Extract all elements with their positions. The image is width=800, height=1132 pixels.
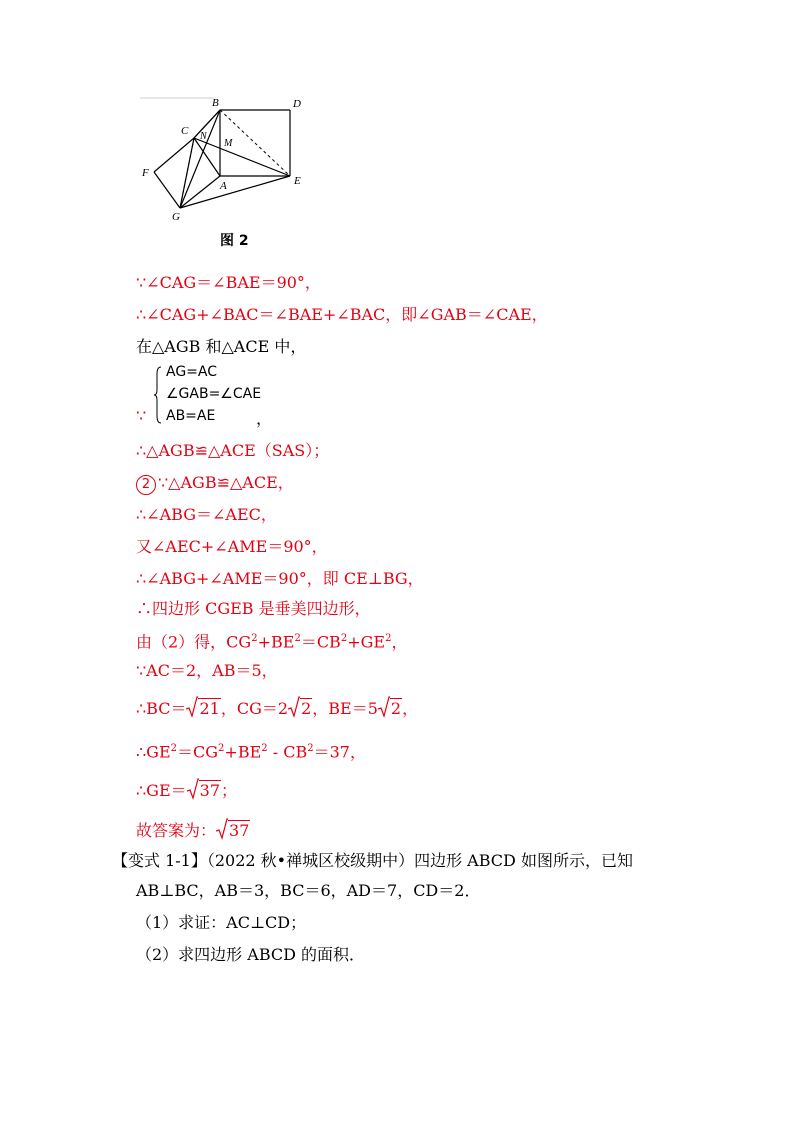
proof-line-6: ∴∠ABG＝∠AEC， xyxy=(136,505,277,524)
system-row-1: AG=AC xyxy=(166,364,218,380)
radical-icon xyxy=(378,696,390,718)
proof-line-4: ∴△AGB≌△ACE（SAS）； xyxy=(136,441,330,460)
proof-line-5-text: ∵△AGB≌△ACE， xyxy=(158,473,294,492)
l13-d: - CB xyxy=(267,742,308,762)
proof-line-5 xyxy=(136,472,294,495)
circled-number: 2 xyxy=(136,475,156,495)
sqrt-2b: 2 xyxy=(378,698,402,720)
equation-system xyxy=(136,362,376,432)
l10-b: +BE xyxy=(257,632,295,652)
exercise-q1: （1）求证：AC⊥CD； xyxy=(136,913,307,932)
exercise-title: 【变式 1-1】（2022 秋•禅城区校级期中）四边形 ABCD 如图所示，已知 xyxy=(112,851,633,870)
label-C: C xyxy=(181,125,189,137)
radical-icon xyxy=(186,696,198,718)
proof-line-8: ∴∠ABG+∠AME＝90°，即 CE⊥BG， xyxy=(136,569,424,588)
sq-8: 2 xyxy=(307,743,314,754)
proof-line-14 xyxy=(136,780,237,802)
label-G: G xyxy=(172,211,180,223)
sqrt-37-answer: 37 xyxy=(216,820,250,842)
proof-line-10 xyxy=(136,628,407,653)
l10-a: 由（2）得，CG xyxy=(136,632,252,652)
proof-line-9: ∴四边形 CGEB 是垂美四边形， xyxy=(136,599,371,618)
system-row-3: AB=AE xyxy=(166,408,216,424)
proof-line-11: ∵AC＝2，AB＝5， xyxy=(136,661,278,680)
l13-a: ∴GE xyxy=(136,742,171,762)
l15-a: 故答案为： xyxy=(136,821,217,840)
exercise-line-2: AB⊥BC，AB＝3，BC＝6，AD＝7，CD＝2． xyxy=(136,881,481,900)
proof-line-3: 在△AGB 和△ACE 中， xyxy=(136,337,307,356)
sq-5: 2 xyxy=(170,743,178,754)
label-F: F xyxy=(142,167,149,179)
label-A: A xyxy=(220,180,227,192)
system-row-2: ∠GAB=∠CAE xyxy=(166,386,262,402)
sq-1: 2 xyxy=(251,633,258,644)
l10-c: ＝CB xyxy=(300,632,341,652)
proof-line-15 xyxy=(136,820,250,842)
because-symbol: ∵ xyxy=(136,406,147,425)
sq-4: 2 xyxy=(385,633,392,644)
l12-a: ∴BC＝ xyxy=(136,699,187,718)
system-comma: ， xyxy=(256,409,273,428)
l12-d: ， xyxy=(402,699,419,718)
figure-caption: 图 2 xyxy=(220,233,249,249)
l13-b: ＝CG xyxy=(177,742,219,762)
l10-d: +GE xyxy=(347,632,386,652)
proof-line-2: ∴∠CAG+∠BAC＝∠BAE+∠BAC，即∠GAB＝∠CAE， xyxy=(136,305,548,324)
proof-line-1: ∵∠CAG＝∠BAE＝90°， xyxy=(136,273,321,292)
label-N: N xyxy=(200,131,207,142)
sqrt-21: 21 xyxy=(186,698,220,720)
l12-b: ，CG＝2 xyxy=(220,699,289,718)
l13-c: +BE xyxy=(224,742,262,762)
label-E: E xyxy=(294,175,301,187)
proof-line-13 xyxy=(136,738,366,763)
label-D: D xyxy=(293,98,301,110)
l14-a: ∴GE＝ xyxy=(136,781,187,800)
sq-2: 2 xyxy=(294,633,301,644)
sq-6: 2 xyxy=(218,743,225,754)
exercise-q2: （2）求四边形 ABCD 的面积． xyxy=(136,945,366,964)
sq-3: 2 xyxy=(340,633,348,644)
proof-line-12 xyxy=(136,698,418,720)
l10-e: ， xyxy=(391,632,408,652)
l12-c: ，BE＝5 xyxy=(312,699,378,718)
radical-icon xyxy=(216,818,228,840)
sq-7: 2 xyxy=(261,743,268,754)
label-B: B xyxy=(212,97,219,109)
brace-icon xyxy=(154,366,162,424)
radical-icon xyxy=(288,696,300,718)
radical-icon xyxy=(187,778,199,800)
sqrt-2a: 2 xyxy=(288,698,312,720)
proof-line-7: 又∠AEC+∠AME＝90°， xyxy=(136,537,328,556)
sqrt-37: 37 xyxy=(187,780,221,802)
label-M: M xyxy=(224,138,233,149)
geometry-figure xyxy=(134,92,314,232)
l13-e: ＝37， xyxy=(313,742,366,762)
l14-b: ； xyxy=(221,781,238,800)
